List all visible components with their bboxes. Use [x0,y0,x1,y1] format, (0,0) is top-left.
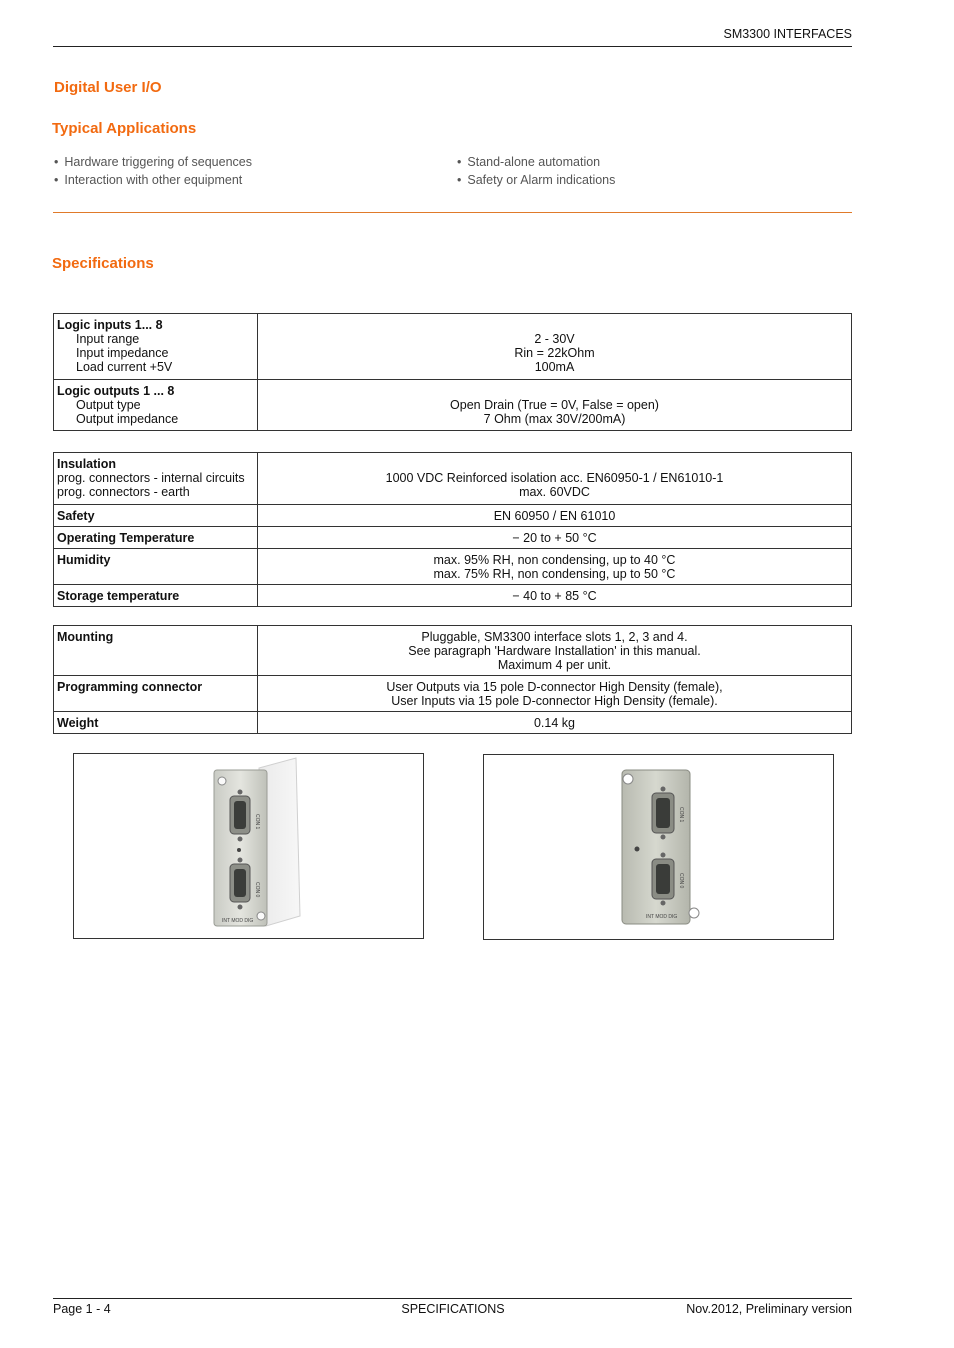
list-item: • Stand-alone automation [457,153,615,171]
module-with-housing-image [74,754,423,938]
model-label: INT MOD DIG [646,914,678,920]
table-row [54,527,852,549]
running-header: SM3300 INTERFACES [723,27,852,41]
section-divider [53,212,852,213]
list-item: • Interaction with other equipment [54,171,252,189]
front-plate-image [484,755,833,939]
table-row [54,712,852,734]
table-cell-label: Humidity [54,549,258,585]
spec-table-logic [53,313,852,431]
table-cell-label: Weight [54,712,258,734]
table-row [54,626,852,676]
footer-page-number: Page 1 - 4 [53,1302,111,1316]
conn-label-top: CON 1 [678,807,684,823]
table-cell-value: User Outputs via 15 pole D-connector High Density (female), User Inputs via 15 pole D-connector High Density (female). [258,676,852,712]
table-cell-value: 2 - 30V Rin = 22kOhm 100mA [258,314,852,380]
table-cell-value: 0.14 kg [258,712,852,734]
footer-rule [53,1298,852,1299]
section-title: Digital User I/O [54,79,162,96]
table-cell-label: Storage temperature [54,585,258,607]
model-label: INT MOD DIG [222,918,254,924]
table-cell-value: − 20 to + 50 °C [258,527,852,549]
table-cell-label: Mounting [54,626,258,676]
table-cell-label: Operating Temperature [54,527,258,549]
footer-version: Nov.2012, Preliminary version [686,1302,852,1316]
module-photo-front [483,754,834,940]
module-photo-side [73,753,424,939]
specifications-title: Specifications [52,255,154,272]
applications-list-right [457,153,615,189]
table-cell-label: Logic outputs 1 ... 8 Output type Output impedance [54,380,258,431]
header-rule [53,46,852,47]
applications-title: Typical Applications [52,120,197,137]
list-item: • Hardware triggering of sequences [54,153,252,171]
conn-label-top: CON 1 [254,814,260,830]
table-row [54,453,852,505]
table-cell-label: Logic inputs 1... 8 Input range Input impedance Load current +5V [54,314,258,380]
table-cell-value: 1000 VDC Reinforced isolation acc. EN60950-1 / EN61010-1 max. 60VDC [258,453,852,505]
list-item: • Safety or Alarm indications [457,171,615,189]
table-row [54,505,852,527]
table-cell-value: Pluggable, SM3300 interface slots 1, 2, 3 and 4. See paragraph 'Hardware Installation' in this manual. Maximum 4 per unit. [258,626,852,676]
conn-label-bottom: CON 0 [678,873,684,889]
table-cell-value: EN 60950 / EN 61010 [258,505,852,527]
table-cell-label: Programming connector [54,676,258,712]
table-cell-value: Open Drain (True = 0V, False = open) 7 Ohm (max 30V/200mA) [258,380,852,431]
table-row [54,314,852,380]
spec-table-environment [53,452,852,607]
table-row [54,380,852,431]
applications-list-left [54,153,252,189]
spec-table-mechanical [53,625,852,734]
table-row [54,676,852,712]
table-row [54,585,852,607]
table-cell-value: max. 95% RH, non condensing, up to 40 °C max. 75% RH, non condensing, up to 50 °C [258,549,852,585]
conn-label-bottom: CON 0 [254,882,260,898]
footer-section: SPECIFICATIONS [401,1302,505,1316]
table-cell-label: Insulation prog. connectors - internal circuits prog. connectors - earth [54,453,258,505]
table-cell-value: − 40 to + 85 °C [258,585,852,607]
table-cell-label: Safety [54,505,258,527]
table-row [54,549,852,585]
